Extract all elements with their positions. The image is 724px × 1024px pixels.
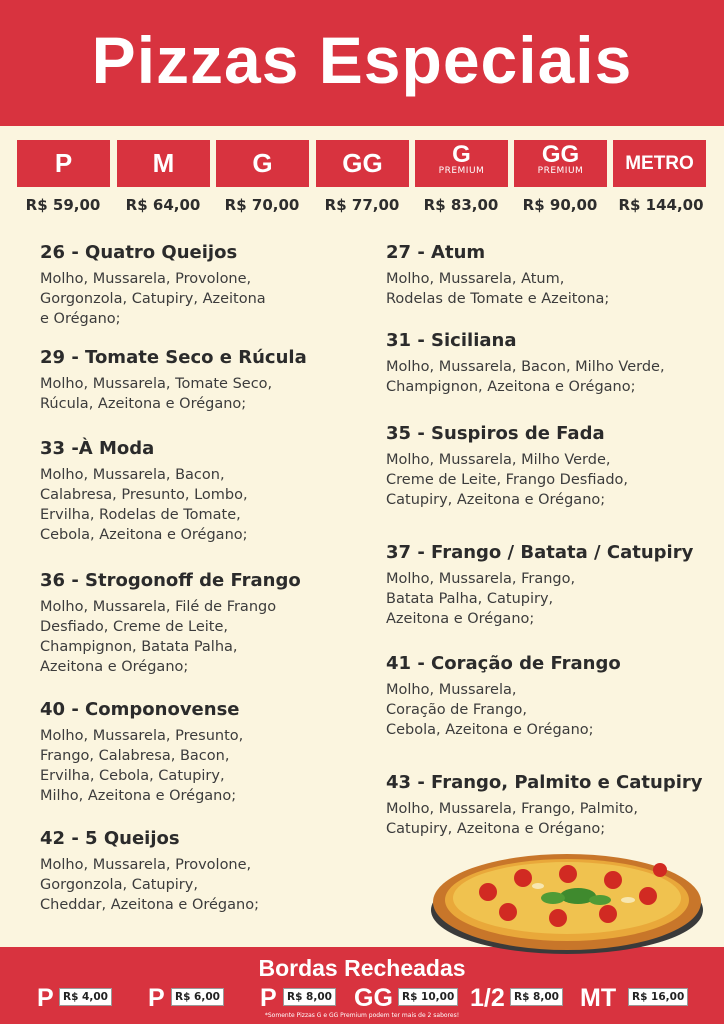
size-box-metro [613, 140, 706, 187]
item-title: 27 - Atum [386, 242, 486, 263]
item-description: Molho, Mussarela, Frango, Batata Palha, Catupiry, Azeitona e Orégano; [386, 571, 576, 627]
item-description: Molho, Mussarela, Presunto, Frango, Calabresa, Bacon, Ervilha, Cebola, Catupiry, Milho, Azeitona e Orégano; [40, 728, 244, 804]
size-box-g [216, 140, 309, 187]
menu-item [40, 438, 360, 545]
item-description: Molho, Mussarela, Frango, Palmito, Catupiry, Azeitona e Orégano; [386, 801, 639, 837]
item-description: Molho, Mussarela, Atum, Rodelas de Tomate e Azeitona; [386, 271, 610, 307]
item-title: 26 - Quatro Queijos [40, 242, 238, 263]
size-box-g-premium [415, 140, 508, 187]
price-metro: R$ 144,00 [618, 196, 704, 214]
size-label: M [152, 148, 175, 178]
item-description: Molho, Mussarela, Tomate Seco, Rúcula, Azeitona e Orégano; [40, 376, 273, 412]
size-label: G [452, 141, 471, 168]
size-box-p [17, 140, 110, 187]
size-box-gg [316, 140, 409, 187]
price-g: R$ 70,00 [224, 196, 300, 214]
item-title: 43 - Frango, Palmito e Catupiry [386, 772, 703, 793]
border-price: R$ 10,00 [398, 988, 458, 1006]
item-title: 41 - Coração de Frango [386, 653, 621, 674]
header-banner [0, 0, 724, 126]
menu-item [386, 772, 706, 839]
size-label: GG [541, 141, 580, 168]
item-title: 35 - Suspiros de Fada [386, 423, 605, 444]
price-g-premium: R$ 83,00 [423, 196, 499, 214]
size-label: G [252, 148, 273, 178]
item-title: 40 - Componovense [40, 699, 240, 720]
menu-item [386, 423, 706, 510]
size-label: P [54, 148, 73, 178]
price-gg-premium: R$ 90,00 [522, 196, 598, 214]
item-description: Molho, Mussarela, Bacon, Milho Verde, Champignon, Azeitona e Orégano; [386, 359, 665, 395]
border-price: R$ 8,00 [283, 988, 336, 1006]
menu-item [386, 542, 706, 629]
item-title: 37 - Frango / Batata / Catupiry [386, 542, 694, 563]
menu-item [386, 330, 706, 397]
border-price: R$ 8,00 [510, 988, 563, 1006]
size-note: PREMIUM [438, 166, 485, 176]
item-title: 36 - Strogonoff de Frango [40, 570, 301, 591]
item-description: Molho, Mussarela, Provolone, Gorgonzola, Catupiry, Cheddar, Azeitona e Orégano; [40, 857, 259, 913]
border-price: R$ 16,00 [628, 988, 688, 1006]
item-description: Molho, Mussarela, Filé de Frango Desfiado, Creme de Leite, Champignon, Batata Palha, Azeitona e Orégano; [40, 599, 277, 675]
item-description: Molho, Mussarela, Bacon, Calabresa, Presunto, Lombo, Ervilha, Rodelas de Tomate, Cebola, Azeitona e Orégano; [40, 467, 248, 543]
pizza-icon [428, 840, 706, 958]
item-title: 29 - Tomate Seco e Rúcula [40, 347, 307, 368]
border-size-label: 1/2 [470, 984, 505, 1012]
size-box-m [117, 140, 210, 187]
border-price: R$ 6,00 [171, 988, 224, 1006]
size-box-gg-premium [514, 140, 607, 187]
menu-item [386, 653, 706, 740]
item-title: 42 - 5 Queijos [40, 828, 180, 849]
footer-title: Bordas Recheadas [258, 955, 466, 981]
price-m: R$ 64,00 [125, 196, 201, 214]
border-size-label: P [37, 984, 54, 1012]
item-title: 33 -À Moda [40, 438, 155, 459]
price-gg: R$ 77,00 [324, 196, 400, 214]
item-description: Molho, Mussarela, Coração de Frango, Cebola, Azeitona e Orégano; [386, 682, 594, 738]
item-description: Molho, Mussarela, Provolone, Gorgonzola, Catupiry, Azeitona e Orégano; [40, 271, 266, 327]
border-size-label: P [148, 984, 165, 1012]
menu-item [40, 570, 360, 677]
footer-note: *Somente Pizzas G e GG Premium podem ter mais de 2 sabores! [264, 1012, 460, 1019]
border-size-label: MT [580, 984, 617, 1012]
menu-item [40, 347, 360, 414]
menu-item [40, 242, 360, 329]
border-size-label: GG [354, 984, 393, 1012]
size-note: PREMIUM [537, 166, 584, 176]
size-label: GG [342, 148, 383, 178]
item-description: Molho, Mussarela, Milho Verde, Creme de Leite, Frango Desfiado, Catupiry, Azeitona e Orégano; [386, 452, 629, 508]
page-title: Pizzas Especiais [91, 23, 633, 97]
size-label: METRO [625, 153, 694, 174]
menu-item [40, 828, 360, 915]
menu-item [386, 242, 706, 309]
border-price: R$ 4,00 [59, 988, 112, 1006]
border-size-label: P [260, 984, 277, 1012]
item-title: 31 - Siciliana [386, 330, 517, 351]
menu-item [40, 699, 360, 806]
price-p: R$ 59,00 [25, 196, 101, 214]
